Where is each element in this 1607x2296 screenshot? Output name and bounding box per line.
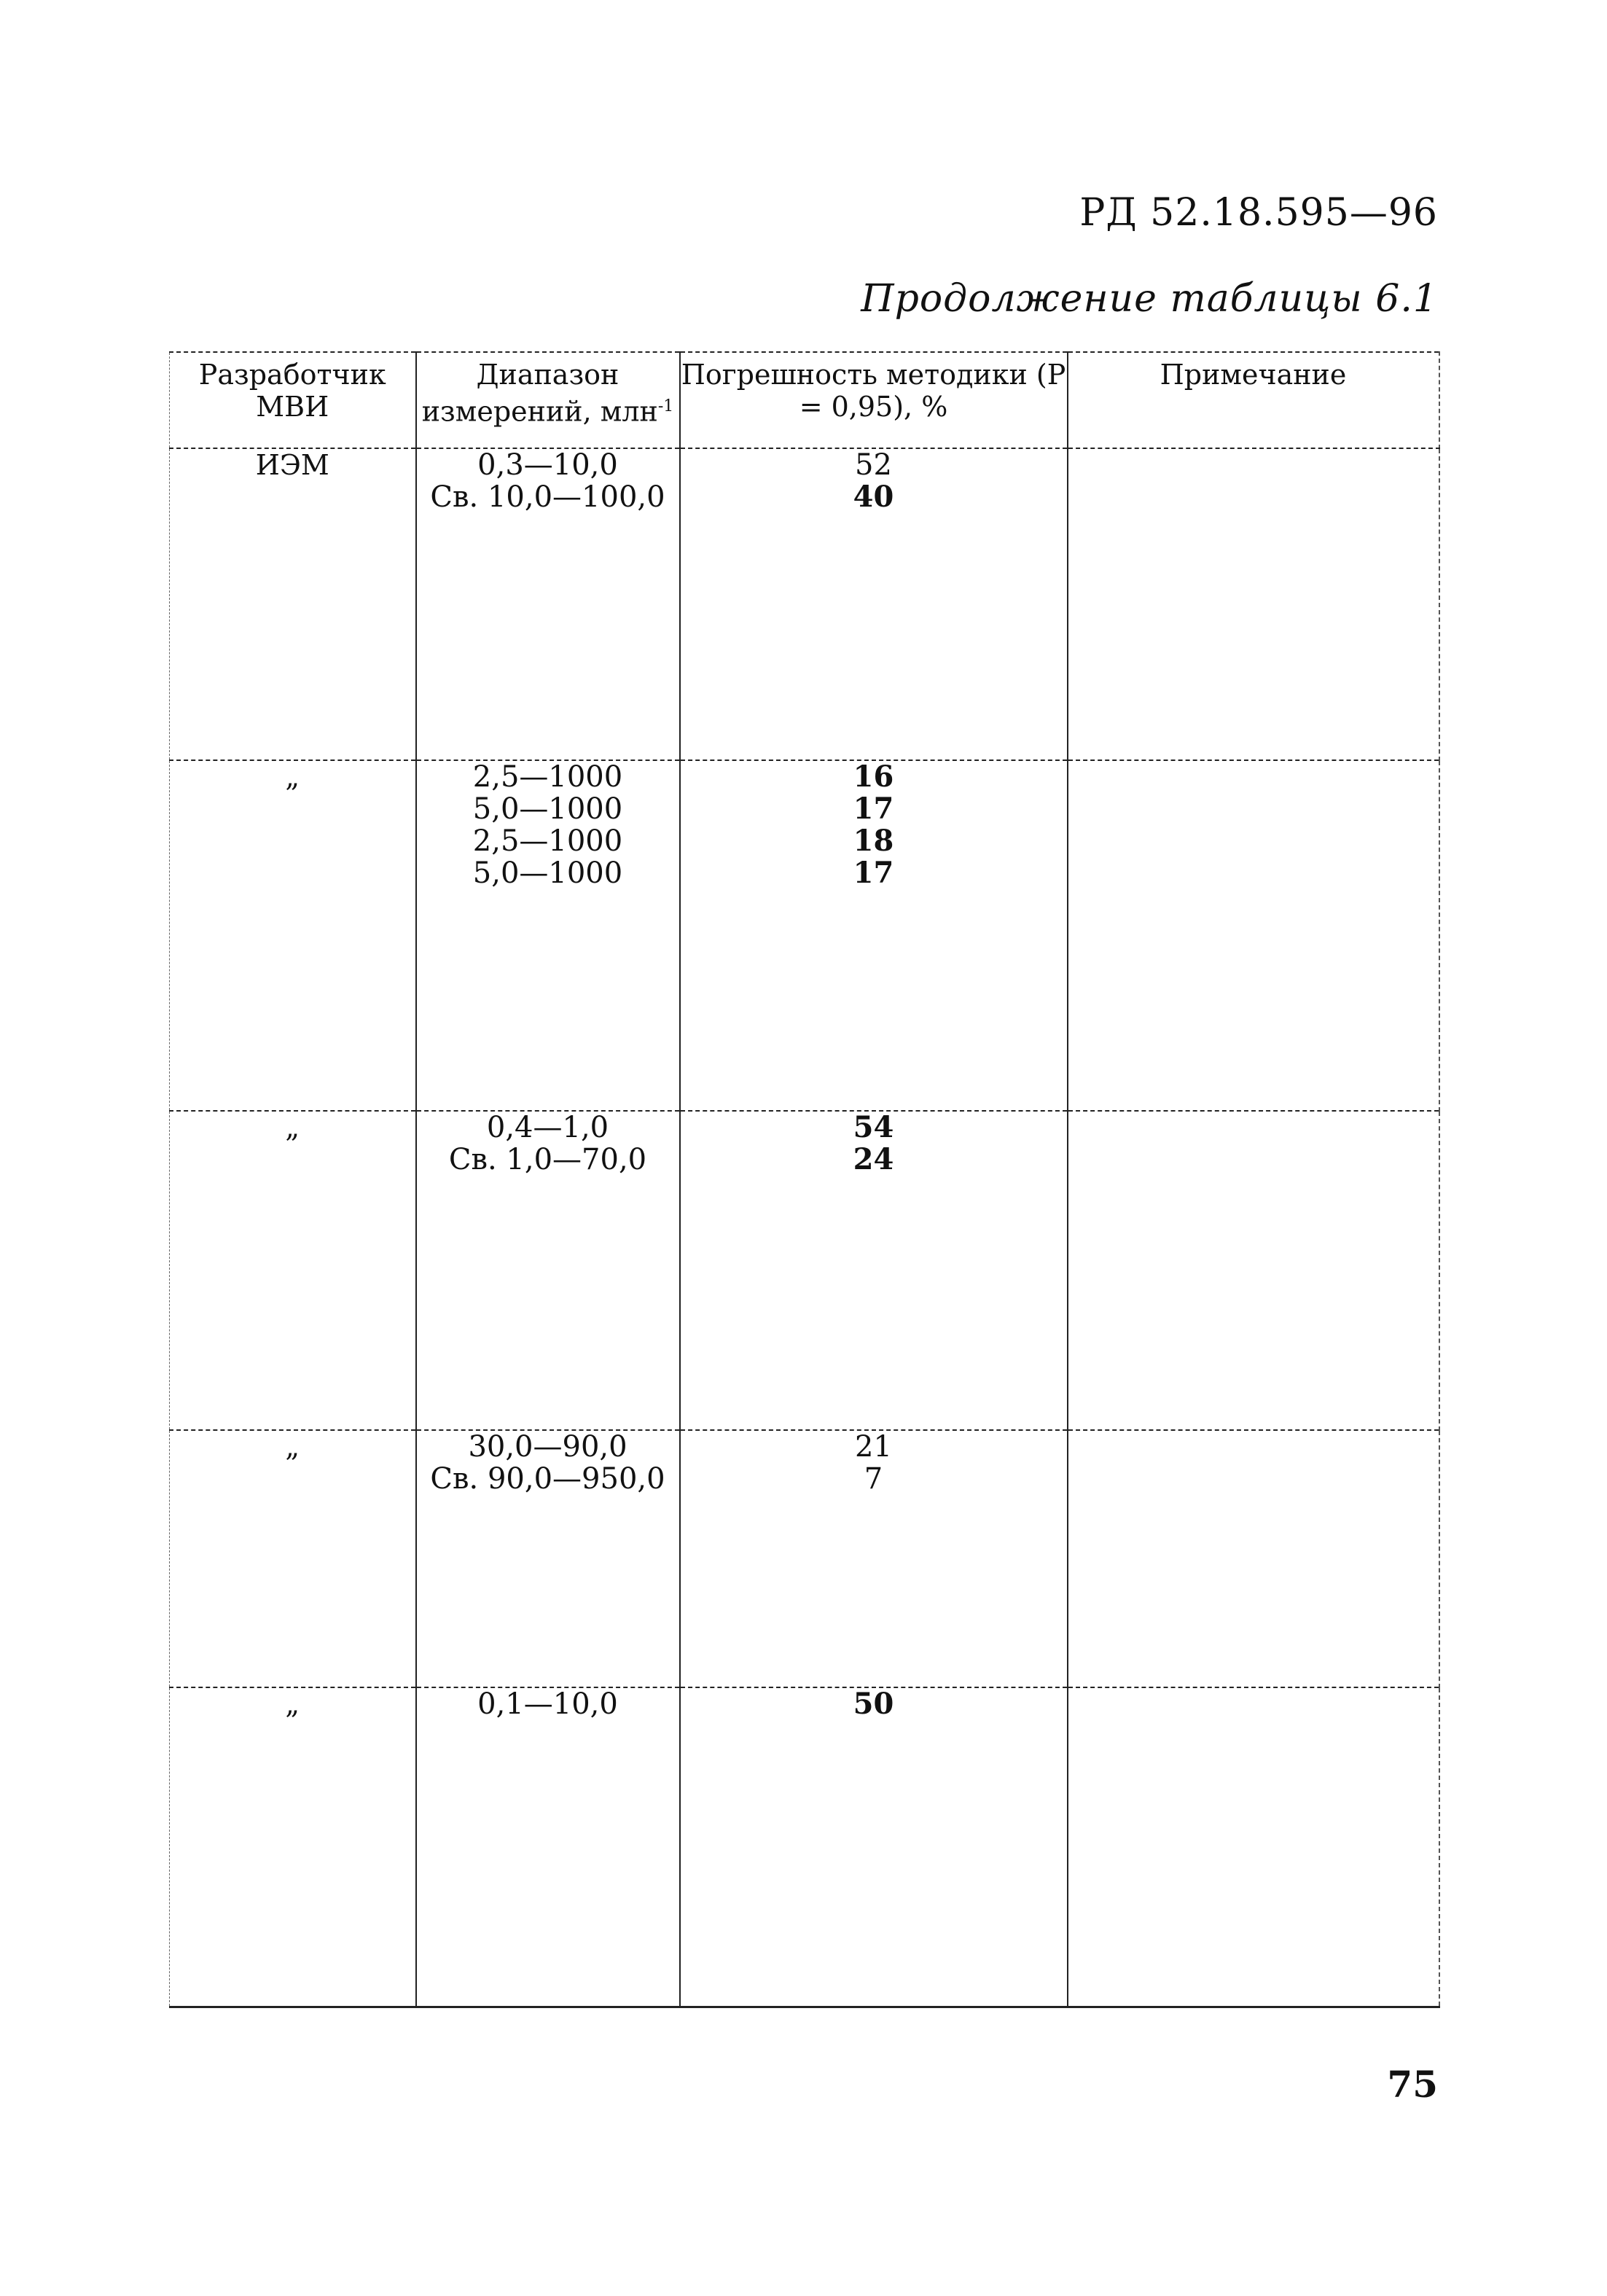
table-body: [170, 448, 1439, 2007]
header-note: Примечание: [1068, 352, 1439, 448]
cell-error: [680, 1687, 1068, 2007]
cell-range: [416, 1430, 680, 1687]
table-header-row: [170, 352, 1439, 448]
cell-error: [680, 1111, 1068, 1430]
page-number: 75: [1387, 2063, 1438, 2106]
error-value: 54: [853, 1110, 894, 1144]
range-value: 5,0—1000: [472, 856, 623, 890]
error-value: 50: [853, 1687, 894, 1721]
cell-developer: „: [170, 1430, 416, 1687]
header-range-superscript: -1: [657, 397, 674, 415]
range-value: 0,3—10,0: [477, 448, 618, 482]
header-error: Погрешность методики (P = 0,95), %: [680, 352, 1068, 448]
error-value: 52: [855, 448, 892, 482]
cell-note: [1068, 760, 1439, 1111]
range-value: 5,0—1000: [472, 792, 623, 826]
cell-developer: ИЭМ: [170, 448, 416, 760]
error-value: 40: [853, 480, 894, 514]
range-value: Св. 1,0—70,0: [448, 1143, 647, 1176]
error-value: 18: [853, 824, 894, 858]
header-range-label: Диапазон измерений, млн: [421, 359, 658, 428]
cell-developer: „: [170, 1111, 416, 1430]
table-row: [170, 1111, 1439, 1430]
cell-note: [1068, 1687, 1439, 2007]
table-row: [170, 1687, 1439, 2007]
error-value: 17: [853, 792, 894, 826]
cell-range: [416, 448, 680, 760]
error-value: 24: [853, 1142, 894, 1176]
measurement-table: [169, 351, 1440, 2008]
error-value: 21: [855, 1430, 892, 1464]
cell-error: [680, 760, 1068, 1111]
table-row: [170, 760, 1439, 1111]
range-value: 2,5—1000: [472, 760, 623, 794]
range-value: 2,5—1000: [472, 824, 623, 858]
table-caption: Продолжение таблицы 6.1: [861, 277, 1438, 321]
range-value: Св. 10,0—100,0: [430, 480, 665, 514]
header-developer: Разработчик МВИ: [170, 352, 416, 448]
cell-note: [1068, 448, 1439, 760]
cell-range: [416, 1687, 680, 2007]
cell-note: [1068, 1430, 1439, 1687]
table-row: [170, 448, 1439, 760]
range-value: 0,4—1,0: [486, 1111, 609, 1144]
error-value: 17: [853, 856, 894, 890]
cell-developer: „: [170, 760, 416, 1111]
cell-error: [680, 1430, 1068, 1687]
header-range: [416, 352, 680, 448]
range-value: 30,0—90,0: [468, 1430, 627, 1464]
error-value: 7: [864, 1462, 883, 1496]
cell-error: [680, 448, 1068, 760]
error-value: 16: [853, 760, 894, 794]
cell-developer: „: [170, 1687, 416, 2007]
range-value: 0,1—10,0: [477, 1687, 618, 1721]
document-code: РД 52.18.595—96: [1079, 191, 1438, 235]
range-value: Св. 90,0—950,0: [430, 1462, 665, 1496]
table-row: [170, 1430, 1439, 1687]
cell-note: [1068, 1111, 1439, 1430]
cell-range: [416, 760, 680, 1111]
cell-range: [416, 1111, 680, 1430]
